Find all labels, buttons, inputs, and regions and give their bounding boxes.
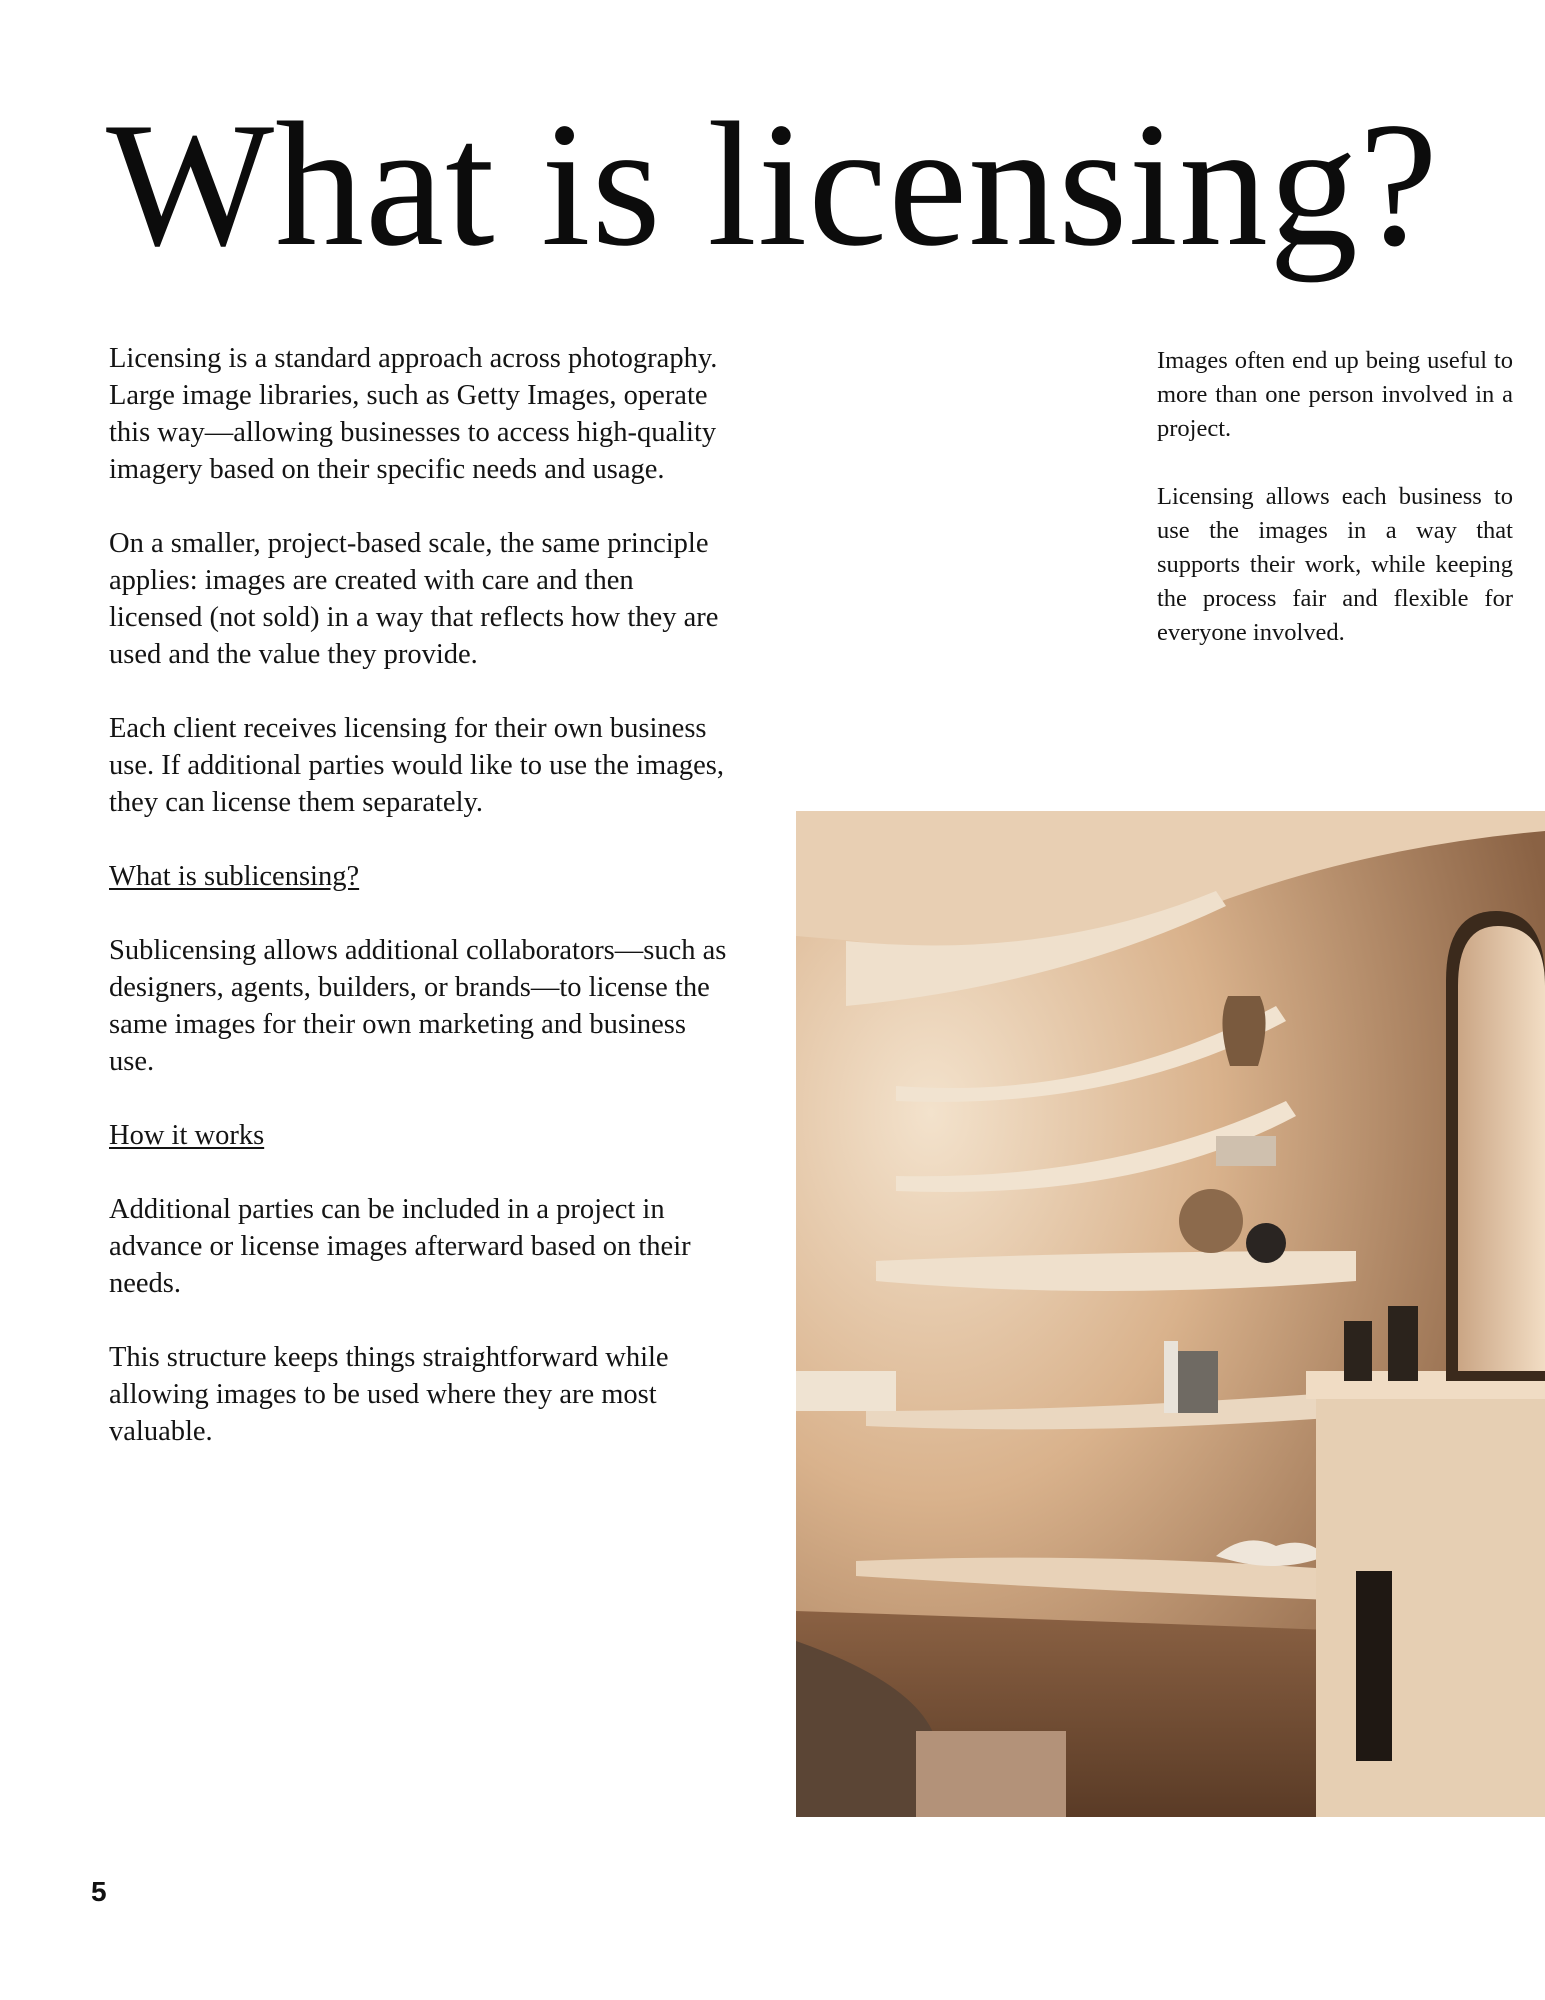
right-column xyxy=(1157,344,1513,684)
paragraph-licensing-business: Licensing allows each business to use the images in a way that supports their work, while keeping the process fair and flexible for everyone involved. xyxy=(1157,483,1513,646)
paragraph-structure: This structure keeps things straightforward while allowing images to be used where they are most valuable. xyxy=(109,1342,669,1447)
interior-photo-icon xyxy=(796,811,1545,1817)
page-title: What is licensing? xyxy=(106,85,1439,283)
paragraph-client-licensing: Each client receives licensing for their own business use. If additional parties would like to use the images, they can license them separately. xyxy=(109,713,724,818)
page-number: 5 xyxy=(91,1876,107,1907)
heading-sublicensing: What is sublicensing? xyxy=(109,861,360,892)
heading-how-it-works: How it works xyxy=(109,1120,265,1151)
paragraph-project-scale: On a smaller, project-based scale, the same principle applies: images are created with care and then licensed (not sold) in a way that reflects how they are used and the value they provide. xyxy=(109,528,719,670)
paragraph-images-useful: Images often end up being useful to more than one person involved in a project. xyxy=(1157,347,1513,442)
paragraph-additional-parties: Additional parties can be included in a project in advance or license images afterward based on their needs. xyxy=(109,1194,691,1299)
left-column xyxy=(109,340,734,1487)
paragraph-sublicensing: Sublicensing allows additional collaborators—such as designers, agents, builders, or brands—to license the same images for their own marketing and business use. xyxy=(109,935,727,1077)
interior-photo xyxy=(796,811,1545,1817)
paragraph-licensing-intro: Licensing is a standard approach across photography. Large image libraries, such as Getty Images, operate this way—allowing businesses to access high-quality imagery based on their specific needs and usage. xyxy=(109,343,718,485)
